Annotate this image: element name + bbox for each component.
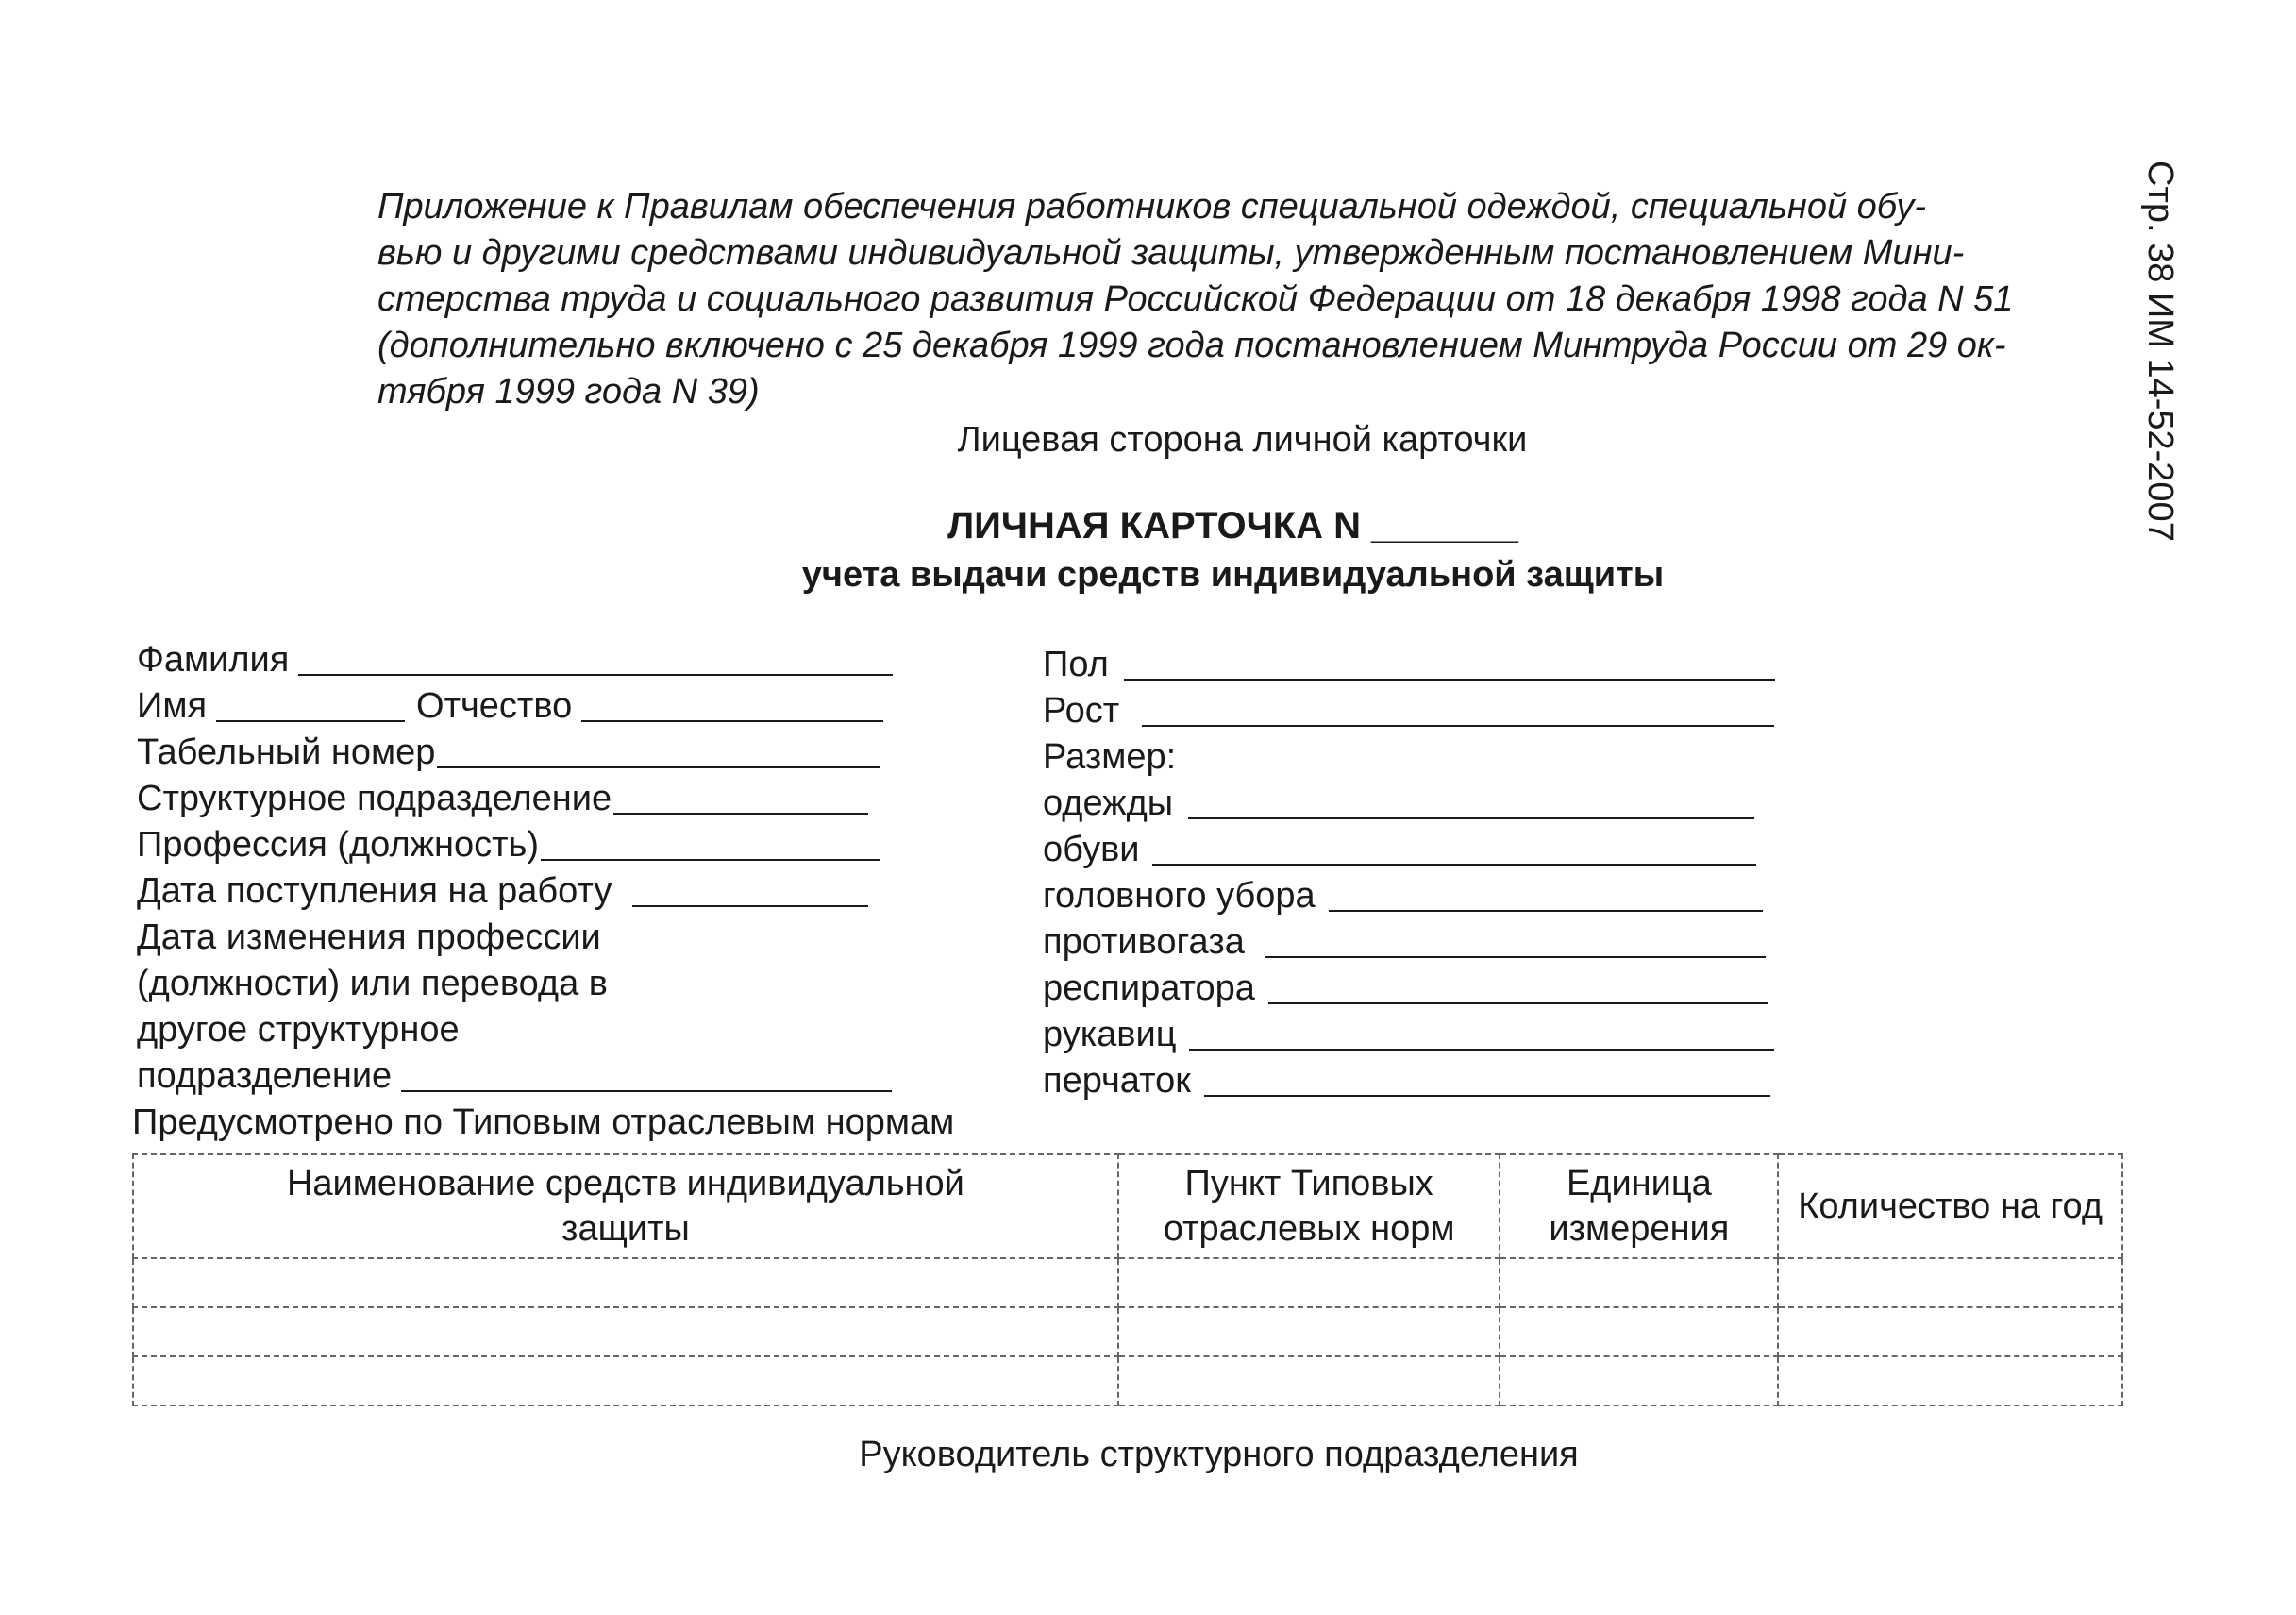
sex-field[interactable]: [1043, 642, 1798, 688]
hire-date-label: Дата поступления на работу: [137, 871, 612, 911]
card-subtitle: учета выдачи средств индивидуальной защиты: [801, 555, 1665, 595]
left-fields: [137, 637, 930, 1100]
table-cell[interactable]: [133, 1307, 1118, 1356]
change-date-line-2: [137, 961, 930, 1007]
height-blank[interactable]: [1142, 725, 1774, 727]
change-date-line-3: [137, 1007, 930, 1053]
change-date-blank[interactable]: [401, 1090, 892, 1092]
table-cell[interactable]: [1500, 1356, 1778, 1405]
headwear-size-field[interactable]: [1043, 873, 1798, 919]
table-cell[interactable]: [1778, 1356, 2122, 1405]
department-blank[interactable]: [613, 813, 868, 815]
personnel-number-field[interactable]: [137, 730, 930, 776]
name-blank[interactable]: [216, 720, 405, 722]
sex-blank[interactable]: [1124, 679, 1775, 681]
column-header-norm-item: Пункт Типовых отраслевых норм: [1118, 1154, 1500, 1258]
gloves-size-field[interactable]: [1043, 1058, 1798, 1104]
profession-blank[interactable]: [541, 859, 880, 861]
table-cell[interactable]: [1778, 1307, 2122, 1356]
surname-label: Фамилия: [137, 640, 290, 680]
respirator-size-field[interactable]: [1043, 966, 1798, 1012]
size-label: Размер:: [1043, 737, 1177, 777]
table-cell[interactable]: [133, 1356, 1118, 1405]
change-date-label: подразделение: [137, 1056, 393, 1096]
shoes-label: обуви: [1043, 830, 1140, 869]
patronymic-label: Отчество: [416, 686, 573, 726]
gas-mask-blank[interactable]: [1265, 956, 1766, 958]
table-row: [133, 1258, 2122, 1307]
mittens-size-field[interactable]: [1043, 1012, 1798, 1058]
headwear-label: головного убора: [1043, 876, 1316, 916]
gas-mask-size-field[interactable]: [1043, 919, 1798, 966]
change-date-label: Дата изменения профессии: [137, 917, 601, 957]
personnel-number-label: Табельный номер: [137, 732, 436, 772]
ppe-norms-table: [132, 1153, 2123, 1406]
mittens-label: рукавиц: [1043, 1015, 1177, 1054]
name-label: Имя: [137, 686, 208, 726]
appendix-line: вью и другими средствами индивидуальной защиты, утвержденным постановлением Мини-: [377, 233, 1965, 273]
table-header-row: [133, 1154, 2122, 1258]
table-cell[interactable]: [1778, 1258, 2122, 1307]
height-field[interactable]: [1043, 688, 1798, 734]
respirator-label: респиратора: [1043, 968, 1255, 1008]
department-head-label: Руководитель структурного подразделения: [859, 1435, 1579, 1474]
clothes-label: одежды: [1043, 783, 1174, 823]
patronymic-blank[interactable]: [581, 720, 883, 722]
table-cell[interactable]: [1118, 1307, 1500, 1356]
appendix-line: стерства труда и социального развития Российской Федерации от 18 декабря 1998 года N 51: [377, 279, 2014, 319]
clothes-blank[interactable]: [1188, 817, 1754, 819]
department-label: Структурное подразделение: [137, 779, 612, 818]
respirator-blank[interactable]: [1268, 1002, 1768, 1004]
card-title: ЛИЧНАЯ КАРТОЧКА N _______: [947, 505, 1518, 547]
column-header-quantity: Количество на год: [1778, 1154, 2122, 1258]
gas-mask-label: противогаза: [1043, 922, 1245, 962]
table-cell[interactable]: [133, 1258, 1118, 1307]
headwear-blank[interactable]: [1329, 910, 1763, 912]
clothes-size-field[interactable]: [1043, 781, 1798, 827]
height-label: Рост: [1043, 691, 1120, 731]
appendix-line: (дополнительно включено с 25 декабря 1999 года постановлением Минтруда России от 29 ок-: [377, 326, 2006, 365]
table-cell[interactable]: [1500, 1307, 1778, 1356]
document-code: Стр. 38 ИМ 14-52-2007: [2140, 160, 2180, 542]
mittens-blank[interactable]: [1189, 1049, 1774, 1051]
profession-label: Профессия (должность): [137, 825, 540, 865]
table-row: [133, 1307, 2122, 1356]
appendix-line: тября 1999 года N 39): [377, 372, 760, 412]
appendix-line: Приложение к Правилам обеспечения работников специальной одеждой, специальной обу-: [377, 187, 1926, 227]
change-date-field[interactable]: [137, 1053, 930, 1100]
table-cell[interactable]: [1118, 1356, 1500, 1405]
appendix-note: [377, 184, 2114, 415]
table-cell[interactable]: [1500, 1258, 1778, 1307]
gloves-blank[interactable]: [1204, 1095, 1770, 1097]
table-cell[interactable]: [1118, 1258, 1500, 1307]
surname-field[interactable]: [137, 637, 930, 683]
gloves-label: перчаток: [1043, 1061, 1191, 1101]
hire-date-blank[interactable]: [632, 905, 868, 907]
column-header-ppe-name: Наименование средств индивидуальной защиты: [133, 1154, 1118, 1258]
right-fields: [1043, 642, 1798, 1104]
hire-date-field[interactable]: [137, 868, 930, 915]
surname-blank[interactable]: [298, 674, 893, 676]
size-heading: [1043, 734, 1798, 781]
provided-norms-label: Предусмотрено по Типовым отраслевым нормам: [132, 1102, 955, 1142]
profession-field[interactable]: [137, 822, 930, 868]
change-date-label: другое структурное: [137, 1010, 460, 1050]
table-row: [133, 1356, 2122, 1405]
column-header-unit: Единица измерения: [1500, 1154, 1778, 1258]
change-date-label: (должности) или перевода в: [137, 964, 608, 1003]
front-side-caption: Лицевая сторона личной карточки: [957, 420, 1528, 460]
shoes-blank[interactable]: [1152, 864, 1756, 866]
shoes-size-field[interactable]: [1043, 827, 1798, 873]
sex-label: Пол: [1043, 645, 1109, 684]
change-date-line-1: [137, 915, 930, 961]
name-patronymic-field[interactable]: [137, 683, 930, 730]
department-field[interactable]: [137, 776, 930, 822]
personnel-number-blank[interactable]: [437, 766, 880, 768]
